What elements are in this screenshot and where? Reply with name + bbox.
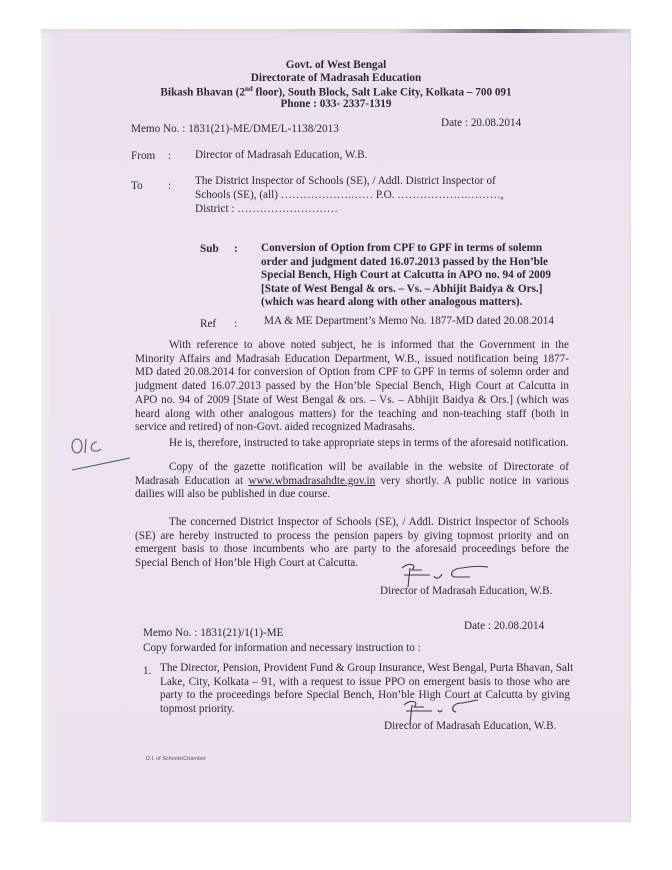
signature-mark — [400, 560, 490, 588]
ref-label: Ref — [200, 318, 217, 330]
para-line: service and retired) of non-Govt. aided recognized Madrasahs. — [135, 421, 415, 434]
list-item-number: 1. — [143, 665, 152, 677]
copy-forwarded-intro: Copy forwarded for information and necessary instruction to : — [143, 642, 421, 654]
para-line: APO no. 94 of 2009 [State of West Bengal & ors. – Vs. – Abhijit Baidya & Ors.] (which was — [135, 393, 569, 406]
subject-line: (which was heard along with other analogous matters). — [261, 296, 523, 309]
address-pre: Bikash Bhavan (2 — [160, 86, 245, 99]
address-sup: nd — [244, 85, 253, 93]
ref-colon: : — [234, 318, 238, 330]
paragraph-reference — [135, 339, 569, 435]
from-colon: : — [168, 150, 172, 162]
memo2-date — [464, 620, 544, 632]
para-line: Special Bench of Hon’ble High Court at Calcutta. — [135, 557, 359, 570]
page-top-edge — [41, 29, 631, 33]
date-label: Date : — [464, 620, 492, 632]
memo-no: 1831(21)/1(1)-ME — [200, 627, 284, 639]
para-line: With reference to above noted subject, he is informed that the Government in the — [169, 339, 569, 351]
memo1-date — [441, 117, 521, 129]
to-line-3: District : ……………………… — [195, 203, 338, 215]
from-label: From — [131, 150, 156, 162]
date-value: 20.08.2014 — [470, 117, 522, 129]
para-line: dailies will also be published in due course. — [135, 488, 331, 501]
to-line-1: The District Inspector of Schools (SE), / Addl. District Inspector of — [195, 175, 496, 187]
address-post: floor), South Block, Salt Lake City, Kolkata – 700 091 — [252, 86, 512, 99]
footer-stamp: D.I. of Schools\Chamber — [146, 756, 206, 762]
to-line-2: Schools (SE), (all) ……………….…… P.O. ……………….………, — [195, 189, 504, 201]
subject-line: order and judgment dated 16.07.2013 passed by the Hon’ble — [261, 255, 548, 268]
subject-line: Conversion of Option from CPF to GPF in terms of solemn — [261, 242, 543, 254]
para-line: heard along with other analogous matters) for the teaching and non-teaching staff (both in — [135, 407, 569, 420]
memo2-number — [143, 627, 283, 639]
sub-label: Sub — [200, 243, 219, 255]
sub-colon: : — [234, 243, 238, 255]
date-label: Date : — [441, 117, 469, 129]
para-line — [135, 475, 569, 489]
signatory-2: Director of Madrasah Education, W.B. — [384, 720, 557, 732]
signatory-1: Director of Madrasah Education, W.B. — [380, 585, 553, 597]
to-colon: : — [168, 180, 172, 192]
para-line: emergent basis to those incumbents who are party to the aforesaid proceedings before the — [135, 543, 569, 556]
to-label: To — [131, 180, 143, 192]
para-line: Minority Affairs and Madrasah Education Department, W.B., issued notification being 1877- — [135, 352, 569, 365]
para-text: very shortly. A public notice in various — [380, 474, 570, 487]
from-value: Director of Madrasah Education, W.B. — [195, 149, 368, 161]
list-item — [160, 662, 574, 717]
memo-no: 1831(21)-ME/DME/L-1138/2013 — [188, 123, 339, 135]
para-line: The concerned District Inspector of Schools (SE), / Addl. District Inspector of Schools — [169, 516, 569, 528]
para-text: Madrasah Education at — [135, 474, 244, 487]
letterhead-phone: Phone : 033- 2337-1319 — [280, 98, 392, 110]
date-value: 20.08.2014 — [493, 620, 545, 632]
letterhead-directorate: Directorate of Madrasah Education — [250, 72, 422, 84]
letterhead-address — [0, 85, 672, 99]
paragraph-pension — [135, 516, 569, 571]
para-line: judgment dated 16.07.2013 passed by the Hon’ble Special Bench, High Court at Calcutta in — [135, 380, 569, 393]
page-left-edge — [41, 33, 55, 822]
list-line: Lake, City, Kolkata – 91, with a request to issue PPO on emergent basis to those who are — [160, 675, 570, 688]
website-link[interactable]: www.wbmadrasahdte.gov.in — [248, 474, 376, 487]
handwritten-note — [70, 436, 140, 477]
list-line: party to the proceedings before Special Bench, Hon’ble High Court at Calcutta by giving — [160, 689, 570, 702]
para-line: Copy of the gazette notification will be available in the website of Directorate of — [169, 461, 569, 473]
memo-label: Memo No. : — [131, 123, 186, 135]
subject-line: [State of West Bengal & ors. – Vs. – Abhijit Baidya & Ors.] — [261, 282, 543, 295]
memo1-number — [131, 123, 339, 135]
para-line: (SE) are hereby instructed to process the pension papers by giving topmost priority and on — [135, 529, 569, 542]
ref-value: MA & ME Department’s Memo No. 1877-MD dated 20.08.2014 — [264, 315, 554, 327]
paragraph-gazette — [135, 461, 569, 502]
subject-line: Special Bench, High Court at Calcutta in APO no. 94 of 2009 — [261, 269, 551, 282]
list-line: topmost priority. — [160, 703, 235, 716]
list-line: The Director, Pension, Provident Fund & Group Insurance, West Bengal, Purta Bhavan, Salt — [160, 662, 574, 674]
subject-block — [261, 242, 569, 310]
memo-label: Memo No. : — [143, 627, 198, 639]
letterhead-govt: Govt. of West Bengal — [285, 59, 387, 71]
para-line: MD dated 20.08.2014 for conversion of Option from CPF to GPF in terms of solemn order and — [135, 366, 569, 379]
paragraph-instruction: He is, therefore, instructed to take appropriate steps in terms of the aforesaid notification. — [169, 437, 569, 449]
handwritten-oc-mark — [70, 436, 140, 472]
